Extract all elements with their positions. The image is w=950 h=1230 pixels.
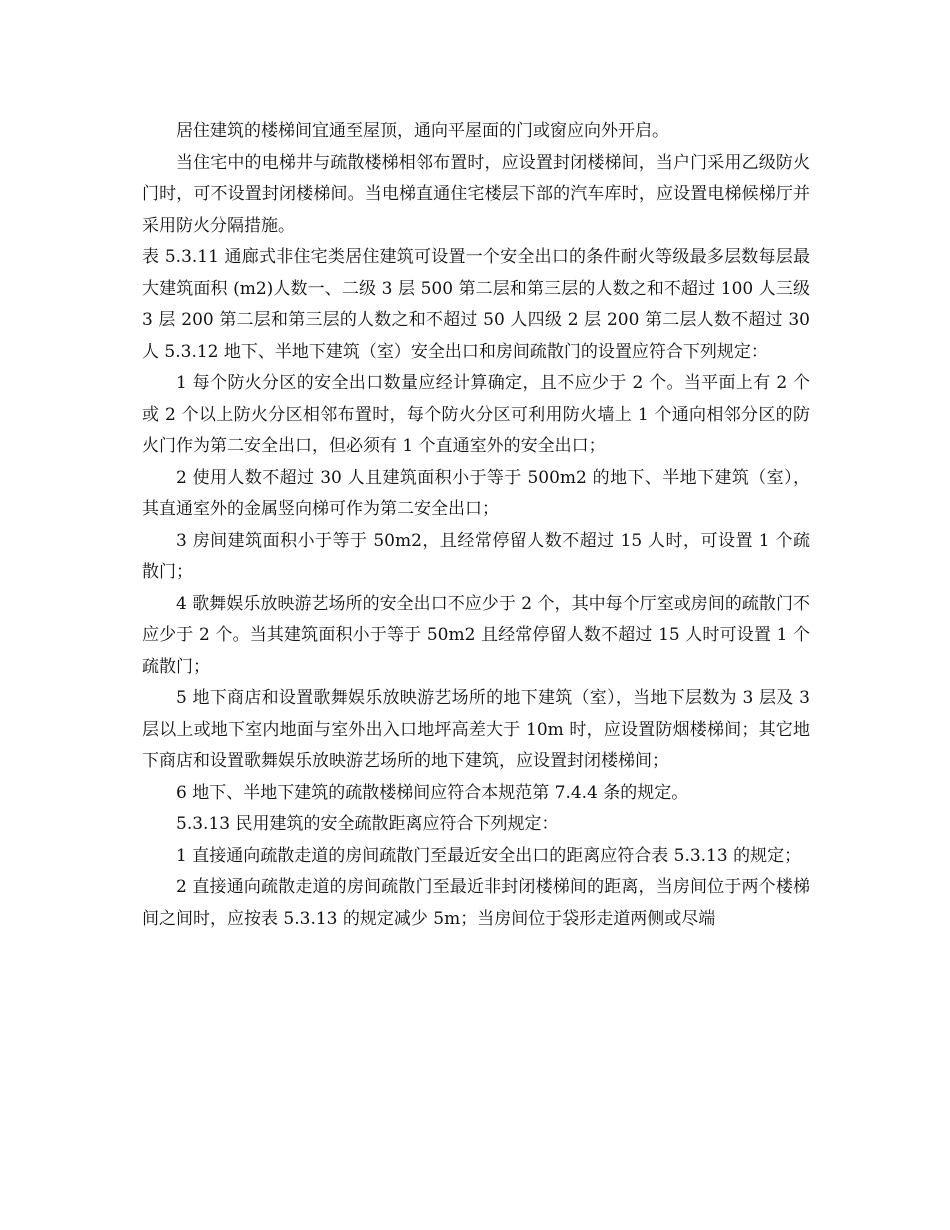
list-item-3-room-door: 3 房间建筑面积小于等于 50m2，且经常停留人数不超过 15 人时，可设置 1 个疏散门；	[142, 530, 810, 582]
list-item-6-stairwell-rule: 6 地下、半地下建筑的疏散楼梯间应符合本规范第 7.4.4 条的规定。	[176, 782, 689, 803]
list-item-1-fire-zone-exits: 1 每个防火分区的安全出口数量应经计算确定，且不应少于 2 个。当平面上有 2 个或 2 个以上防火分区相邻布置时，每个防火分区可利用防火墙上 1 个通向相邻分区的防火门作为第二安全出口，但必须有 1 个直通室外的安全出口；	[142, 373, 810, 456]
paragraph-stairwell-roof-access: 居住建筑的楼梯间宜通至屋顶，通向平屋面的门或窗应向外开启。	[176, 121, 669, 141]
list-item-4-entertainment-exits: 4 歌舞娱乐放映游艺场所的安全出口不应少于 2 个，其中每个厅室或房间的疏散门不应少于 2 个。当其建筑面积小于等于 50m2 且经常停留人数不超过 15 人时可设置 1 个疏散门；	[142, 593, 810, 677]
list-item-2-metal-ladder: 2 使用人数不超过 30 人且建筑面积小于等于 500m2 的地下、半地下建筑（室），其直通室外的金属竖向梯可作为第二安全出口；	[142, 467, 810, 519]
list-item-5-underground-stairs: 5 地下商店和设置歌舞娱乐放映游艺场所的地下建筑（室），当地下层数为 3 层及 3 层以上或地下室内地面与室外出入口地坪高差大于 10m 时，应设置防烟楼梯间；其它地下商店和设置歌舞娱乐放映游艺场所的地下建筑，应设置封闭楼梯间；	[142, 688, 810, 771]
list-item-2-distance-reduction: 2 直接通向疏散走道的房间疏散门至最近非封闭楼梯间的距离，当房间位于两个楼梯间之间时，应按表 5.3.13 的规定减少 5m；当房间位于袋形走道两侧或尽端	[142, 877, 810, 929]
paragraph-table-5-3-11: 表 5.3.11 通廊式非住宅类居住建筑可设置一个安全出口的条件耐火等级最多层数每层最大建筑面积 (m2)人数一、二级 3 层 500 第二层和第三层的人数之和不超过 100 人三级 3 层 200 第二层和第三层的人数之和不超过 50 人四级 2 层 200 第二层人数不超过 30 人 5.3.12 地下、半地下建筑（室）安全出口和房间疏散门的设置应符合下列规定：	[142, 247, 810, 362]
document-body	[142, 116, 810, 935]
paragraph-elevator-shaft: 当住宅中的电梯井与疏散楼梯相邻布置时，应设置封闭楼梯间，当户门采用乙级防火门时，可不设置封闭楼梯间。当电梯直通住宅楼层下部的汽车库时，应设置电梯候梯厅并采用防火分隔措施。	[142, 152, 810, 236]
list-item-1-distance-table: 1 直接通向疏散走道的房间疏散门至最近安全出口的距离应符合表 5.3.13 的规定；	[176, 845, 802, 866]
section-5-3-13-heading: 5.3.13 民用建筑的安全疏散距离应符合下列规定：	[176, 814, 559, 834]
